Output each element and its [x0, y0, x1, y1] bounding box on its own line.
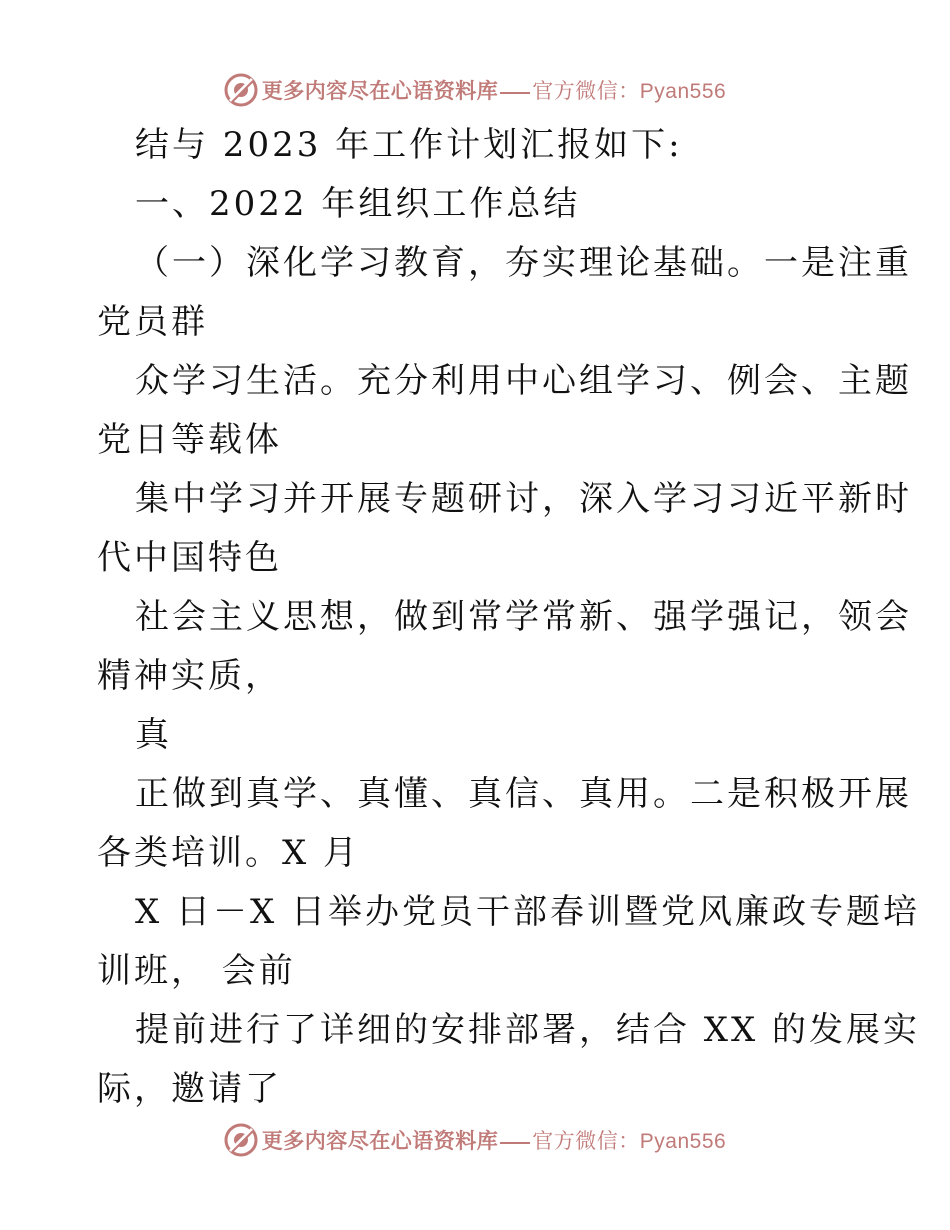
body-line-16: 提前进行了详细的安排部署，结合 XX 的发展实 — [135, 1010, 921, 1050]
body-line-7: 集中学习并开展专题研讨，深入学习习近平新时 — [135, 479, 912, 519]
footer-banner-text: 更多内容尽在心语资料库 — [261, 1129, 499, 1153]
body-line-1: 结与 2023 年工作计划汇报如下: — [135, 125, 683, 165]
header-contact-id: Pyan556 — [639, 80, 727, 103]
footer-banner — [0, 1120, 950, 1160]
body-line-15: 训班， 会前 — [97, 951, 296, 991]
body-line-14: X 日－X 日举办党员干部春训暨党风廉政专题培 — [135, 892, 921, 932]
body-line-17: 际，邀请了 — [97, 1069, 282, 1109]
brand-logo-icon — [224, 73, 258, 107]
body-line-10: 精神实质， — [97, 656, 282, 696]
footer-contact-label: 官方微信： — [532, 1129, 640, 1153]
body-line-11: 真 — [135, 715, 172, 755]
section-heading: 一、2022 年组织工作总结 — [135, 184, 581, 224]
header-banner-text: 更多内容尽在心语资料库 — [261, 79, 499, 103]
body-line-8: 代中国特色 — [97, 538, 282, 578]
footer-banner-separator — [500, 1142, 530, 1144]
brand-logo-icon — [224, 1123, 258, 1157]
body-line-5: 众学习生活。充分利用中心组学习、例会、主题 — [135, 361, 912, 401]
body-line-13: 各类培训。X 月 — [97, 833, 361, 873]
header-contact-label: 官方微信： — [532, 79, 640, 103]
body-line-12: 正做到真学、真懂、真信、真用。二是积极开展 — [135, 774, 912, 814]
body-line-6: 党日等载体 — [97, 420, 282, 460]
footer-contact-id: Pyan556 — [639, 1130, 727, 1153]
header-banner — [0, 70, 950, 110]
body-line-3: （一）深化学习教育，夯实理论基础。一是注重 — [135, 243, 912, 283]
body-line-9: 社会主义思想，做到常学常新、强学强记，领会 — [135, 597, 912, 637]
header-banner-separator — [500, 92, 530, 94]
body-line-4: 党员群 — [97, 302, 208, 342]
